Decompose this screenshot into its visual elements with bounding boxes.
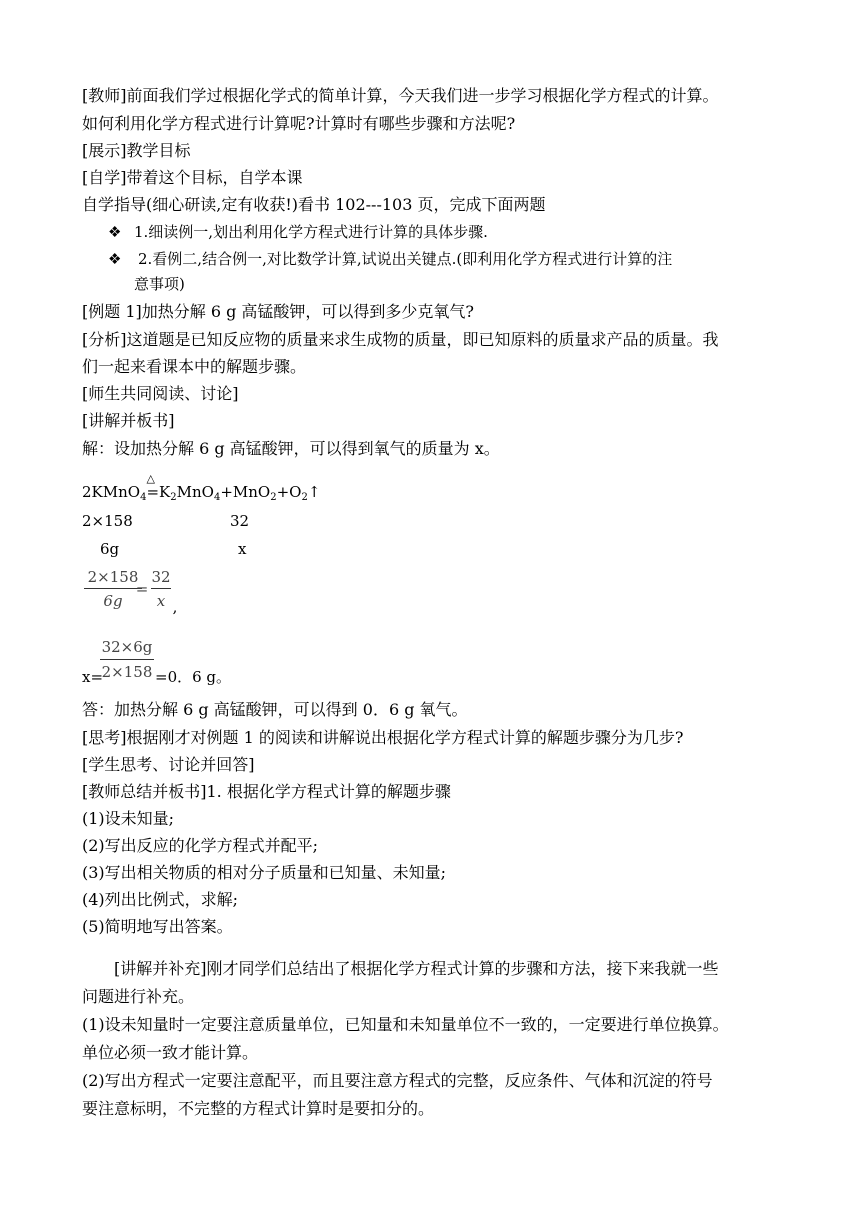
supplement-line-cont: 问题进行补充。 (82, 987, 195, 1006)
step-5: (5)简明地写出答案。 (82, 917, 233, 936)
chemical-equation: 2KMnO$_4$ △ $=K_2MnO_4+MnO_2+O_2↑$ (82, 482, 320, 508)
molar-mass-right: 32 (230, 512, 250, 530)
step-4: (4)列出比例式，求解; (82, 890, 239, 909)
task-2-line: 2.看例二,结合例一,对比数学计算,试说出关键点.(即利用化学方程式进行计算的注 (138, 250, 673, 268)
task-2-line-cont: 意事项) (134, 275, 185, 293)
fraction-bar (100, 659, 154, 660)
question-line: 如何利用化学方程式进行计算呢?计算时有哪些步骤和方法呢? (82, 114, 516, 133)
bullet-icon: ❖ (108, 250, 122, 268)
read-discuss-line: [师生共同阅读、讨论] (82, 384, 239, 403)
teacher-intro-line: [教师]前面我们学过根据化学式的简单计算，今天我们进一步学习根据化学方程式的计算。 (82, 86, 719, 105)
note-1-line-cont: 单位必须一致才能计算。 (82, 1043, 259, 1062)
explain-board-line: [讲解并板书] (82, 411, 175, 430)
step-3: (3)写出相关物质的相对分子质量和已知量、未知量; (82, 863, 447, 882)
solution-setup-line: 解：设加热分解 6 g 高锰酸钾，可以得到氧气的质量为 x。 (82, 439, 500, 458)
fraction-bar (151, 588, 171, 589)
teacher-summary-line: [教师总结并板书]1. 根据化学方程式计算的解题步骤 (82, 782, 451, 801)
self-study-line: [自学]带着这个目标，自学本课 (82, 168, 303, 187)
molar-mass-left: 2×158 (82, 512, 133, 530)
gas-arrow-icon: ↑ (307, 483, 321, 501)
heat-condition-icon: △ (146, 472, 155, 485)
supplement-line: [讲解并补充]刚才同学们总结出了根据化学方程式计算的步骤和方法，接下来我就一些 (114, 959, 719, 978)
bullet-icon: ❖ (108, 223, 122, 241)
analysis-line-cont: 们一起来看课本中的解题步骤。 (82, 357, 307, 376)
known-mass: 6g (100, 540, 120, 558)
note-2-line-cont: 要注意标明，不完整的方程式计算时是要扣分的。 (82, 1099, 435, 1118)
note-2-line: (2)写出方程式一定要注意配平，而且要注意方程式的完整，反应条件、气体和沉淀的符号 (82, 1071, 713, 1090)
study-guide-line: 自学指导(细心研读,定有收获!)看书 102---103 页，完成下面两题 (82, 195, 546, 214)
example-1-line: [例题 1]加热分解 6 g 高锰酸钾，可以得到多少克氧气? (82, 302, 475, 321)
students-discuss-line: [学生思考、讨论并回答] (82, 755, 255, 774)
show-goals-line: [展示]教学目标 (82, 141, 191, 160)
task-1-line: 1.细读例一,划出利用化学方程式进行计算的具体步骤. (134, 223, 488, 241)
step-2: (2)写出反应的化学方程式并配平; (82, 836, 319, 855)
note-1-line: (1)设未知量时一定要注意质量单位，已知量和未知量单位不一致的，一定要进行单位换算。 (82, 1015, 729, 1034)
unknown-mass: x (238, 540, 247, 558)
answer-line: 答：加热分解 6 g 高锰酸钾，可以得到 0．6 g 氧气。 (82, 700, 468, 719)
analysis-line: [分析]这道题是已知反应物的质量来求生成物的质量，即已知原料的质量求产品的质量。我 (82, 330, 719, 349)
step-1: (1)设未知量; (82, 809, 175, 828)
think-line: [思考]根据刚才对例题 1 的阅读和讲解说出根据化学方程式计算的解题步骤分为几步? (82, 728, 684, 747)
